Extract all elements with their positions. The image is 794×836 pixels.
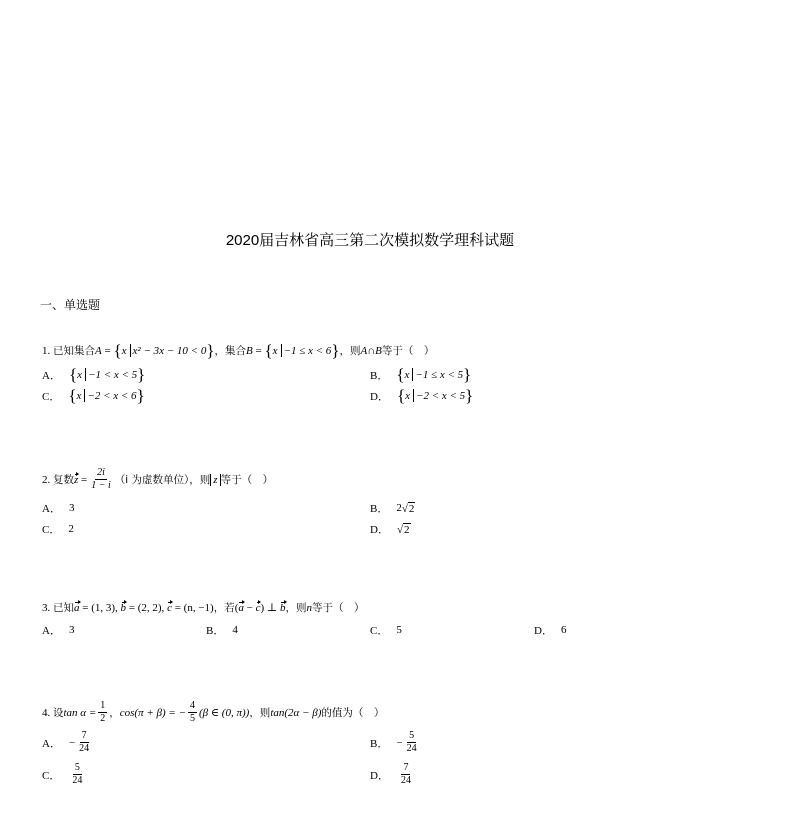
q1-option-a[interactable]: A． { x −1 < x < 5 }: [42, 365, 146, 384]
q3-option-d[interactable]: D． 6: [534, 624, 567, 637]
question-4-stem: 4. 设 tan α = $\frac{1}{2}$ ， cos(π + β) = − $\frac{4}{5}$ (β ∈ (0, π)) ，则 tan(2α − β) 的值为（ ）: [42, 700, 385, 724]
q2-option-c[interactable]: C． 2: [42, 523, 74, 536]
question-3-stem: 3. 已知 a = (1, 3), b = (2, 2), c = (n, −1) ，若 ( a − c ) ⊥ b ，则 n 等于（ ）: [42, 601, 365, 614]
q4-fraction-2: $\frac{4}{5}$: [190, 700, 196, 724]
q4-option-c[interactable]: C． $\frac{5}{24}$: [42, 762, 83, 786]
q2-option-b[interactable]: B． 2 √ 2: [370, 502, 415, 515]
sqrt-symbol: √ 2: [396, 523, 410, 536]
q3-option-c[interactable]: C． 5: [370, 624, 402, 637]
q2-option-a[interactable]: A． 3: [42, 502, 75, 515]
set-a: { x x² − 3x − 10 < 0 }: [113, 341, 215, 360]
q4-option-d[interactable]: D． $\frac{7}{24}$: [370, 762, 411, 786]
sqrt-symbol: √ 2: [401, 502, 415, 515]
section-heading: 一、单选题: [40, 298, 101, 312]
set-b: { x −1 ≤ x < 6 }: [264, 341, 340, 360]
q2-fraction: $\frac{2i}{1 - i}$: [91, 467, 111, 491]
question-1-stem: 1. 已知集合 A = { x x² − 3x − 10 < 0 } ，集合 B = { x −1 ≤ x < 6 } ，则 A∩B 等于（ ）: [42, 341, 435, 360]
q4-option-b[interactable]: B． − $\frac{5}{24}$: [370, 730, 417, 754]
modulus-z: z: [210, 474, 220, 486]
question-2-stem: 2. 复数 z = $\frac{2i}{1 - i}$ （i 为虚数单位），则 z 等于（ ）: [42, 467, 274, 491]
q3-option-b[interactable]: B． 4: [206, 624, 238, 637]
q2-option-d[interactable]: D． √ 2: [370, 523, 410, 536]
q1-option-b[interactable]: B． { x −1 ≤ x < 5 }: [370, 365, 472, 384]
page-title: 2020届吉林省高三第二次模拟数学理科试题: [225, 232, 515, 249]
q1-option-c[interactable]: C． { x −2 < x < 6 }: [42, 386, 145, 405]
q1-option-d[interactable]: D． { x −2 < x < 5 }: [370, 386, 474, 405]
q3-option-a[interactable]: A． 3: [42, 624, 75, 637]
q4-option-a[interactable]: A． − $\frac{7}{24}$: [42, 730, 90, 754]
q4-fraction-1: $\frac{1}{2}$: [100, 700, 106, 724]
